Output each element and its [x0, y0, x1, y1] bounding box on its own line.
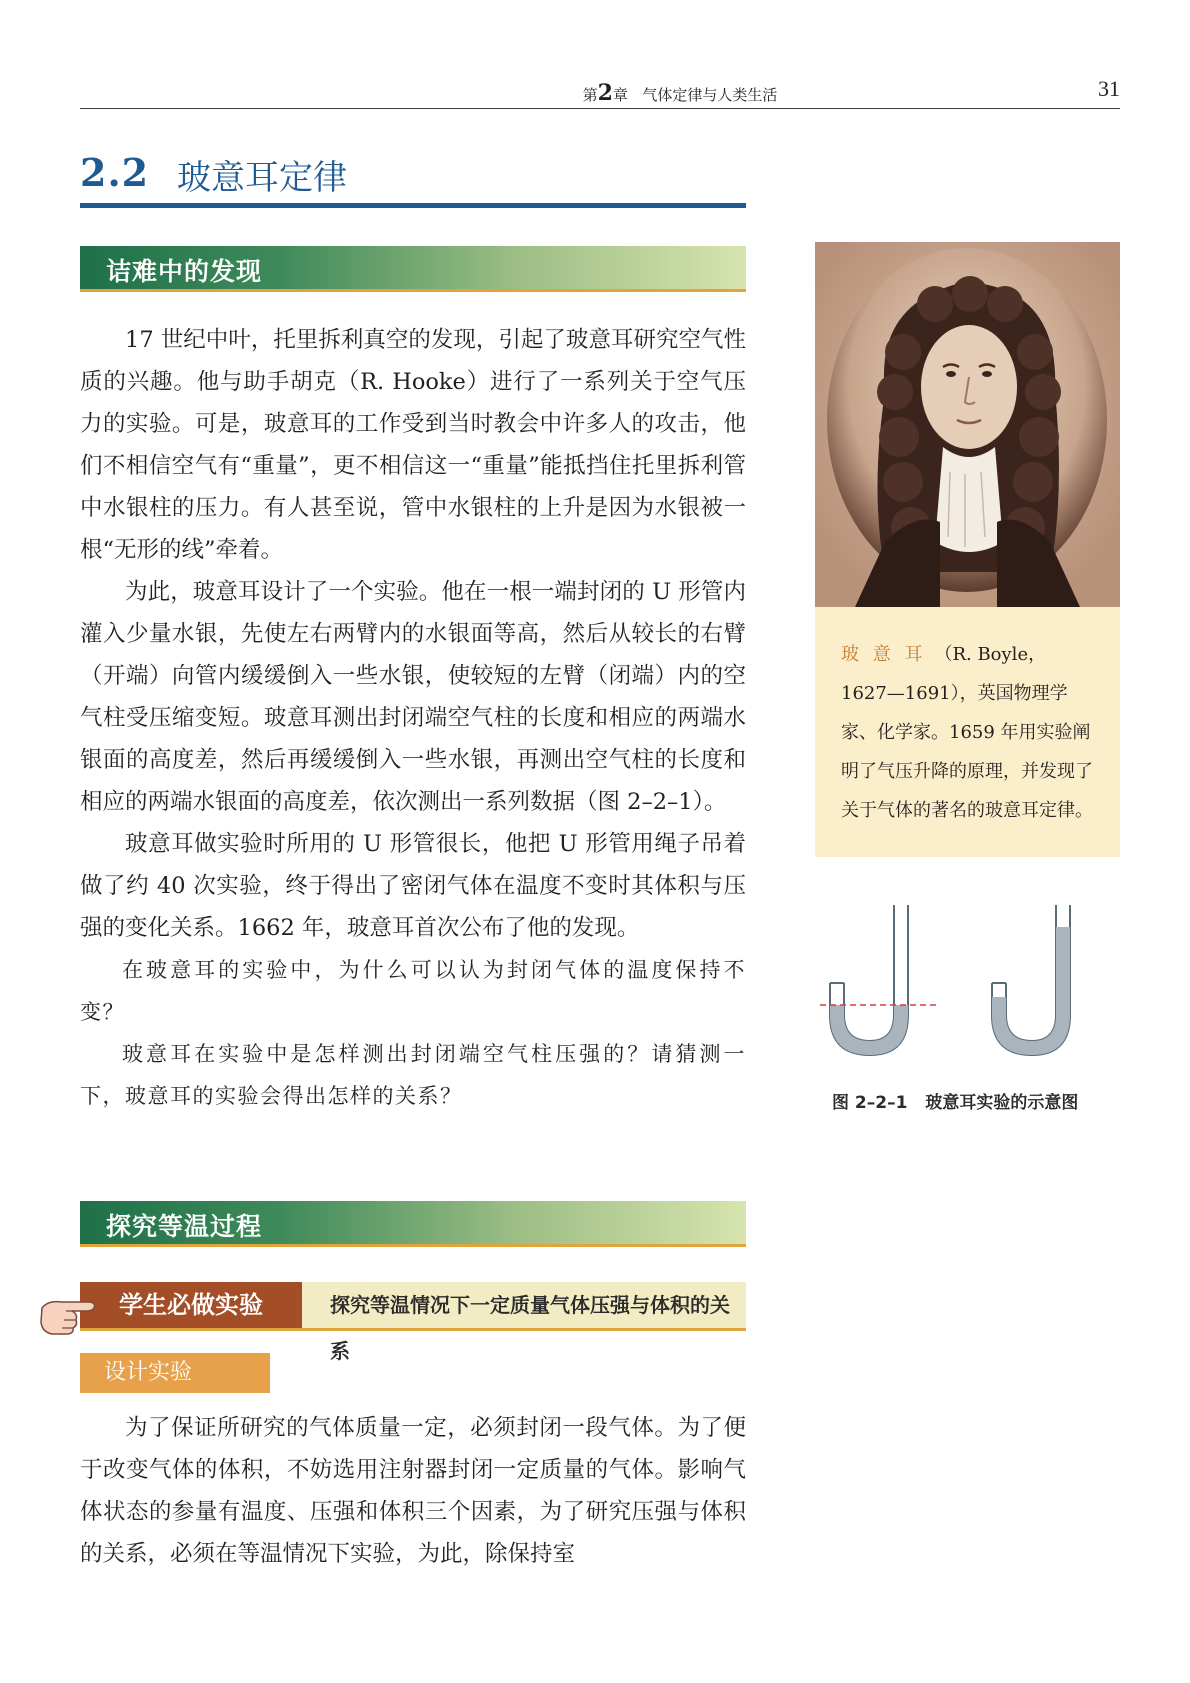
question-2: 玻意耳在实验中是怎样测出封闭端空气柱压强的？请猜测一下，玻意耳的实验会得出怎样的关系？: [80, 1042, 746, 1108]
heading-isothermal: [80, 1201, 746, 1247]
chapter-prefix: 第: [582, 86, 598, 104]
design-experiment-tag: 设计实验: [80, 1353, 270, 1393]
portrait-caption: [815, 607, 1120, 857]
heading-isothermal-label: 探究等温过程: [106, 1212, 263, 1241]
paragraph-2: 为此，玻意耳设计了一个实验。他在一根一端封闭的 U 形管内灌入少量水银，先使左右两臂内的水银面等高，然后从较长的右臂（开端）向管内缓缓倒入一些水银，使较短的左臂（闭端）内的空气柱受压缩变短。玻意耳测出封闭端空气柱的长度和相应的两端水银面的高度差，然后再缓缓倒入一些水银，再测出空气柱的长度和相应的两端水银面的高度差，依次测出一系列数据（图 2–2–1）。: [80, 579, 746, 815]
question-1: 在玻意耳的实验中，为什么可以认为封闭气体的温度保持不变？: [80, 958, 746, 1024]
experiment-tag: 学生必做实验: [80, 1282, 302, 1328]
boyle-portrait: [815, 242, 1120, 607]
caption-body: （R. Boyle， 1627—1691），英国物理学家、化学家。1659 年用实验阐明了气压升降的原理，并发现了关于气体的著名的玻意耳定律。: [841, 644, 1093, 821]
u-tube-right: [992, 905, 1070, 1055]
figure-label: 图 2–2–1: [832, 1093, 908, 1113]
section-number: 2.2: [80, 150, 150, 195]
experiment-bar: [80, 1282, 746, 1363]
figure-caption: [832, 1088, 1078, 1113]
experiment-title: 探究等温情况下一定质量气体压强与体积的关系: [330, 1293, 730, 1363]
mercury-right: [992, 927, 1070, 1055]
page-number: 31: [1098, 76, 1120, 101]
pointing-hand-icon: [38, 1290, 98, 1340]
body-text-discovery: [80, 319, 746, 1117]
paragraph-4: 为了保证所研究的气体质量一定，必须封闭一段气体。为了便于改变气体的体积，不妨选用注射器封闭一定质量的气体。影响气体状态的参量有温度、压强和体积三个因素，为了研究压强与体积的关系，必须在等温情况下实验，为此，除保持室: [80, 1415, 746, 1567]
heading-discovery: [80, 246, 746, 292]
body-text-design: [80, 1407, 746, 1575]
caption-name: 玻 意 耳: [841, 644, 927, 665]
u-tube-diagram: [820, 905, 1120, 1065]
paragraph-3: 玻意耳做实验时所用的 U 形管很长，他把 U 形管用绳子吊着做了约 40 次实验，终于得出了密闭气体在温度不变时其体积与压强的变化关系。1662 年，玻意耳首次公布了他的发现。: [80, 831, 746, 941]
chapter-title: [530, 80, 830, 106]
figure-title: 玻意耳实验的示意图: [925, 1093, 1079, 1113]
chapter-suffix: 章: [612, 86, 628, 104]
section-title: 玻意耳定律: [177, 158, 347, 198]
portrait-caption-text: [841, 635, 1094, 830]
chapter-title-text: 气体定律与人类生活: [642, 86, 778, 104]
heading-discovery-label: 诘难中的发现: [106, 257, 263, 286]
paragraph-1: 17 世纪中叶，托里拆利真空的发现，引起了玻意耳研究空气性质的兴趣。他与助手胡克（R. Hooke）进行了一系列关于空气压力的实验。可是，玻意耳的工作受到当时教会中许多人的攻击，他们不相信空气有“重量”，更不相信这一“重量”能抵挡住托里拆利管中水银柱的压力。有人甚至说，管中水银柱的上升是因为水银被一根“无形的线”牵着。: [80, 327, 746, 563]
u-tube-left: [830, 905, 908, 1055]
chapter-number: 2: [597, 80, 613, 106]
portrait-image: [815, 242, 1120, 607]
running-header: [80, 78, 1120, 109]
title-rule: [80, 203, 746, 208]
